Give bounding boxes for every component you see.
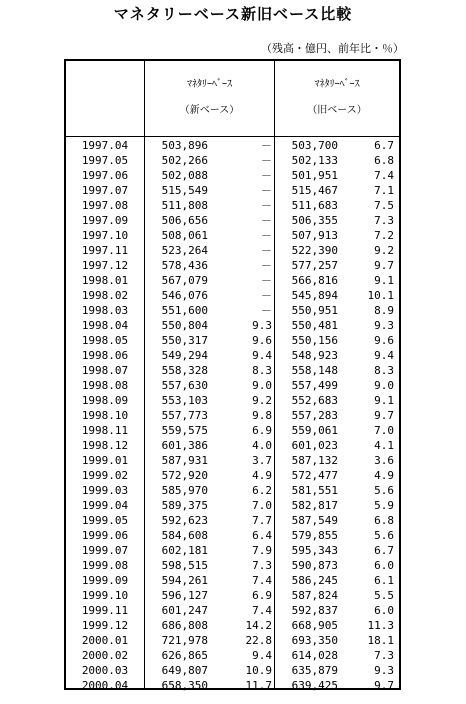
cell-old-yoy: 7.3 bbox=[374, 214, 394, 227]
table-row bbox=[66, 288, 399, 303]
cell-new-yoy: － bbox=[261, 139, 272, 152]
cell-new-yoy: 8.3 bbox=[252, 364, 272, 377]
cell-old-yoy: 6.7 bbox=[374, 544, 394, 557]
table-row bbox=[66, 633, 399, 648]
cell-old-yoy: 9.3 bbox=[374, 664, 394, 677]
cell-old-yoy: 5.9 bbox=[374, 499, 394, 512]
cell-new-balance: 594,261 bbox=[161, 574, 208, 587]
cell-new-balance: 502,266 bbox=[161, 154, 208, 167]
table-row bbox=[66, 663, 399, 678]
cell-old-yoy: 9.7 bbox=[374, 679, 394, 692]
cell-old-balance: 552,683 bbox=[291, 394, 338, 407]
cell-old-balance: 693,350 bbox=[291, 634, 338, 647]
cell-date: 1997.07 bbox=[81, 184, 129, 197]
table-row bbox=[66, 498, 399, 513]
cell-old-balance: 507,913 bbox=[291, 229, 338, 242]
cell-new-balance: 596,127 bbox=[161, 589, 208, 602]
cell-date: 1997.08 bbox=[81, 199, 129, 212]
cell-old-yoy: 9.7 bbox=[374, 259, 394, 272]
table-row bbox=[66, 303, 399, 318]
cell-date: 2000.03 bbox=[81, 664, 129, 677]
cell-old-yoy: 6.1 bbox=[374, 574, 394, 587]
cell-old-yoy: 11.3 bbox=[367, 619, 394, 632]
table-row bbox=[66, 618, 399, 633]
cell-new-yoy: 9.8 bbox=[252, 409, 272, 422]
cell-date: 1999.03 bbox=[81, 484, 129, 497]
cell-new-balance: 503,896 bbox=[161, 139, 208, 152]
cell-new-yoy: － bbox=[261, 184, 272, 197]
table-row bbox=[66, 258, 399, 273]
cell-date: 1997.06 bbox=[81, 169, 129, 182]
cell-new-balance: 601,386 bbox=[161, 439, 208, 452]
cell-new-yoy: － bbox=[261, 214, 272, 227]
cell-old-yoy: 7.2 bbox=[374, 229, 394, 242]
cell-old-balance: 557,499 bbox=[291, 379, 338, 392]
cell-old-balance: 522,390 bbox=[291, 244, 338, 257]
cell-new-yoy: 4.0 bbox=[252, 439, 272, 452]
table-row bbox=[66, 138, 399, 153]
table-row bbox=[66, 648, 399, 663]
cell-date: 1998.07 bbox=[81, 364, 129, 377]
cell-old-yoy: 7.5 bbox=[374, 199, 394, 212]
cell-date: 1999.11 bbox=[81, 604, 129, 617]
table-row bbox=[66, 228, 399, 243]
cell-new-balance: 592,623 bbox=[161, 514, 208, 527]
cell-date: 1998.02 bbox=[81, 289, 129, 302]
table-row bbox=[66, 183, 399, 198]
cell-new-balance: 511,808 bbox=[161, 199, 208, 212]
cell-date: 1999.04 bbox=[81, 499, 129, 512]
cell-date: 1999.12 bbox=[81, 619, 129, 632]
cell-old-yoy: 6.8 bbox=[374, 154, 394, 167]
cell-new-yoy: 6.2 bbox=[252, 484, 272, 497]
cell-old-yoy: 7.4 bbox=[374, 169, 394, 182]
cell-date: 1998.01 bbox=[81, 274, 129, 287]
cell-new-balance: 557,630 bbox=[161, 379, 208, 392]
cell-new-yoy: 6.4 bbox=[252, 529, 272, 542]
cell-date: 1998.03 bbox=[81, 304, 129, 317]
table-row bbox=[66, 438, 399, 453]
cell-date: 1998.11 bbox=[81, 424, 129, 437]
cell-new-balance: 515,549 bbox=[161, 184, 208, 197]
cell-date: 1999.02 bbox=[81, 469, 129, 482]
header-divider bbox=[66, 136, 399, 137]
cell-new-balance: 601,247 bbox=[161, 604, 208, 617]
cell-old-balance: 582,817 bbox=[291, 499, 338, 512]
cell-old-yoy: 7.1 bbox=[374, 184, 394, 197]
cell-old-balance: 595,343 bbox=[291, 544, 338, 557]
table-row bbox=[66, 483, 399, 498]
cell-old-yoy: 9.7 bbox=[374, 409, 394, 422]
cell-new-yoy: － bbox=[261, 229, 272, 242]
cell-old-balance: 550,481 bbox=[291, 319, 338, 332]
cell-old-yoy: 5.6 bbox=[374, 484, 394, 497]
table-row bbox=[66, 468, 399, 483]
table-row bbox=[66, 348, 399, 363]
table-row bbox=[66, 423, 399, 438]
cell-date: 1997.05 bbox=[81, 154, 129, 167]
cell-old-yoy: 9.6 bbox=[374, 334, 394, 347]
cell-new-balance: 649,807 bbox=[161, 664, 208, 677]
cell-old-balance: 503,700 bbox=[291, 139, 338, 152]
cell-old-balance: 590,873 bbox=[291, 559, 338, 572]
cell-old-balance: 515,467 bbox=[291, 184, 338, 197]
cell-old-balance: 559,061 bbox=[291, 424, 338, 437]
cell-new-balance: 578,436 bbox=[161, 259, 208, 272]
cell-date: 1998.06 bbox=[81, 349, 129, 362]
cell-old-yoy: 9.3 bbox=[374, 319, 394, 332]
cell-date: 2000.01 bbox=[81, 634, 129, 647]
table-row bbox=[66, 543, 399, 558]
cell-old-balance: 587,132 bbox=[291, 454, 338, 467]
cell-date: 1998.09 bbox=[81, 394, 129, 407]
table-row bbox=[66, 573, 399, 588]
cell-old-balance: 586,245 bbox=[291, 574, 338, 587]
cell-date: 1999.05 bbox=[81, 514, 129, 527]
cell-date: 2000.04 bbox=[81, 679, 129, 692]
cell-old-balance: 501,951 bbox=[291, 169, 338, 182]
cell-new-yoy: 10.9 bbox=[245, 664, 272, 677]
cell-old-balance: 587,549 bbox=[291, 514, 338, 527]
cell-new-balance: 721,978 bbox=[161, 634, 208, 647]
cell-new-balance: 523,264 bbox=[161, 244, 208, 257]
cell-old-balance: 639,425 bbox=[291, 679, 338, 692]
cell-new-balance: 557,773 bbox=[161, 409, 208, 422]
table-row bbox=[66, 528, 399, 543]
header-new-title: ﾏﾈﾀﾘｰﾍﾞｰｽ bbox=[187, 79, 232, 90]
cell-old-yoy: 6.7 bbox=[374, 139, 394, 152]
cell-old-balance: 511,683 bbox=[291, 199, 338, 212]
cell-new-yoy: 7.0 bbox=[252, 499, 272, 512]
cell-new-yoy: 9.6 bbox=[252, 334, 272, 347]
cell-new-yoy: 14.2 bbox=[245, 619, 272, 632]
unit-note: （残高・億円、前年比・％） bbox=[261, 42, 404, 55]
cell-date: 1998.05 bbox=[81, 334, 129, 347]
cell-old-yoy: 9.1 bbox=[374, 274, 394, 287]
cell-new-balance: 598,515 bbox=[161, 559, 208, 572]
cell-old-yoy: 9.0 bbox=[374, 379, 394, 392]
table-row bbox=[66, 243, 399, 258]
cell-new-balance: 585,970 bbox=[161, 484, 208, 497]
cell-new-yoy: 3.7 bbox=[252, 454, 272, 467]
cell-new-balance: 559,575 bbox=[161, 424, 208, 437]
cell-old-yoy: 5.6 bbox=[374, 529, 394, 542]
cell-date: 1999.09 bbox=[81, 574, 129, 587]
cell-date: 2000.02 bbox=[81, 649, 129, 662]
cell-new-balance: 658,350 bbox=[161, 679, 208, 692]
cell-new-yoy: 11.7 bbox=[245, 679, 272, 692]
table-row bbox=[66, 318, 399, 333]
cell-old-balance: 550,951 bbox=[291, 304, 338, 317]
cell-new-balance: 550,804 bbox=[161, 319, 208, 332]
cell-new-yoy: － bbox=[261, 169, 272, 182]
cell-new-yoy: 9.3 bbox=[252, 319, 272, 332]
cell-old-balance: 635,879 bbox=[291, 664, 338, 677]
cell-old-balance: 548,923 bbox=[291, 349, 338, 362]
table-row bbox=[66, 168, 399, 183]
table-row bbox=[66, 408, 399, 423]
cell-date: 1998.04 bbox=[81, 319, 129, 332]
cell-new-yoy: 7.7 bbox=[252, 514, 272, 527]
cell-new-yoy: 7.4 bbox=[252, 574, 272, 587]
cell-new-yoy: 9.0 bbox=[252, 379, 272, 392]
cell-old-yoy: 6.8 bbox=[374, 514, 394, 527]
table-row bbox=[66, 513, 399, 528]
cell-old-balance: 557,283 bbox=[291, 409, 338, 422]
cell-new-balance: 549,294 bbox=[161, 349, 208, 362]
table-row bbox=[66, 198, 399, 213]
table-row bbox=[66, 273, 399, 288]
cell-date: 1997.04 bbox=[81, 139, 129, 152]
cell-new-balance: 558,328 bbox=[161, 364, 208, 377]
cell-new-balance: 587,931 bbox=[161, 454, 208, 467]
cell-new-yoy: 22.8 bbox=[245, 634, 272, 647]
table-row bbox=[66, 378, 399, 393]
cell-old-yoy: 9.4 bbox=[374, 349, 394, 362]
cell-new-yoy: 9.2 bbox=[252, 394, 272, 407]
cell-new-balance: 572,920 bbox=[161, 469, 208, 482]
cell-date: 1997.12 bbox=[81, 259, 129, 272]
table-row bbox=[66, 588, 399, 603]
cell-old-yoy: 9.1 bbox=[374, 394, 394, 407]
cell-old-yoy: 7.3 bbox=[374, 649, 394, 662]
cell-old-yoy: 6.0 bbox=[374, 604, 394, 617]
cell-old-balance: 566,816 bbox=[291, 274, 338, 287]
cell-new-yoy: 9.4 bbox=[252, 649, 272, 662]
cell-old-balance: 502,133 bbox=[291, 154, 338, 167]
cell-old-yoy: 8.9 bbox=[374, 304, 394, 317]
cell-new-yoy: － bbox=[261, 154, 272, 167]
cell-date: 1997.10 bbox=[81, 229, 129, 242]
cell-old-balance: 601,023 bbox=[291, 439, 338, 452]
cell-date: 1999.08 bbox=[81, 559, 129, 572]
cell-new-balance: 584,608 bbox=[161, 529, 208, 542]
cell-new-yoy: － bbox=[261, 244, 272, 257]
cell-old-yoy: 9.2 bbox=[374, 244, 394, 257]
cell-old-balance: 614,028 bbox=[291, 649, 338, 662]
cell-new-yoy: 4.9 bbox=[252, 469, 272, 482]
cell-old-balance: 577,257 bbox=[291, 259, 338, 272]
cell-new-balance: 506,656 bbox=[161, 214, 208, 227]
cell-new-balance: 502,088 bbox=[161, 169, 208, 182]
cell-new-yoy: 6.9 bbox=[252, 424, 272, 437]
cell-new-balance: 553,103 bbox=[161, 394, 208, 407]
cell-old-yoy: 10.1 bbox=[367, 289, 394, 302]
cell-old-yoy: 8.3 bbox=[374, 364, 394, 377]
cell-date: 1998.08 bbox=[81, 379, 129, 392]
table-row bbox=[66, 603, 399, 618]
cell-new-yoy: － bbox=[261, 199, 272, 212]
cell-new-yoy: 9.4 bbox=[252, 349, 272, 362]
cell-old-yoy: 4.9 bbox=[374, 469, 394, 482]
cell-new-yoy: 7.9 bbox=[252, 544, 272, 557]
table-row bbox=[66, 558, 399, 573]
cell-new-balance: 551,600 bbox=[161, 304, 208, 317]
cell-date: 1998.10 bbox=[81, 409, 129, 422]
cell-new-balance: 686,808 bbox=[161, 619, 208, 632]
cell-new-balance: 602,181 bbox=[161, 544, 208, 557]
cell-old-yoy: 5.5 bbox=[374, 589, 394, 602]
cell-new-balance: 508,061 bbox=[161, 229, 208, 242]
cell-date: 1997.11 bbox=[81, 244, 129, 257]
cell-old-balance: 558,148 bbox=[291, 364, 338, 377]
cell-old-yoy: 18.1 bbox=[367, 634, 394, 647]
cell-old-balance: 572,477 bbox=[291, 469, 338, 482]
cell-old-yoy: 3.6 bbox=[374, 454, 394, 467]
table-row bbox=[66, 363, 399, 378]
cell-new-yoy: － bbox=[261, 289, 272, 302]
table-row bbox=[66, 678, 399, 693]
cell-date: 1999.01 bbox=[81, 454, 129, 467]
cell-new-balance: 567,079 bbox=[161, 274, 208, 287]
cell-old-balance: 506,355 bbox=[291, 214, 338, 227]
cell-old-balance: 581,551 bbox=[291, 484, 338, 497]
cell-old-balance: 579,855 bbox=[291, 529, 338, 542]
cell-new-yoy: 6.9 bbox=[252, 589, 272, 602]
cell-old-balance: 587,824 bbox=[291, 589, 338, 602]
cell-date: 1999.07 bbox=[81, 544, 129, 557]
cell-new-yoy: 7.4 bbox=[252, 604, 272, 617]
cell-old-balance: 545,894 bbox=[291, 289, 338, 302]
cell-old-yoy: 4.1 bbox=[374, 439, 394, 452]
cell-old-yoy: 7.0 bbox=[374, 424, 394, 437]
cell-date: 1998.12 bbox=[81, 439, 129, 452]
table-row bbox=[66, 393, 399, 408]
cell-date: 1999.10 bbox=[81, 589, 129, 602]
cell-new-balance: 546,076 bbox=[161, 289, 208, 302]
cell-new-yoy: － bbox=[261, 274, 272, 287]
cell-new-balance: 550,317 bbox=[161, 334, 208, 347]
cell-old-balance: 668,905 bbox=[291, 619, 338, 632]
cell-old-yoy: 6.0 bbox=[374, 559, 394, 572]
cell-new-yoy: 7.3 bbox=[252, 559, 272, 572]
table-row bbox=[66, 333, 399, 348]
header-old-subtitle: （旧ベース） bbox=[307, 105, 367, 116]
cell-new-yoy: － bbox=[261, 304, 272, 317]
table-row bbox=[66, 153, 399, 168]
header-old-title: ﾏﾈﾀﾘｰﾍﾞｰｽ bbox=[314, 79, 360, 90]
header-new-subtitle: （新ベース） bbox=[179, 105, 240, 116]
page-title: マネタリーベース新旧ベース比較 bbox=[113, 5, 353, 23]
cell-date: 1997.09 bbox=[81, 214, 129, 227]
cell-new-yoy: － bbox=[261, 259, 272, 272]
cell-date: 1999.06 bbox=[81, 529, 129, 542]
cell-old-balance: 592,837 bbox=[291, 604, 338, 617]
cell-new-balance: 626,865 bbox=[161, 649, 208, 662]
cell-old-balance: 550,156 bbox=[291, 334, 338, 347]
table-row bbox=[66, 453, 399, 468]
cell-new-balance: 589,375 bbox=[161, 499, 208, 512]
table-row bbox=[66, 213, 399, 228]
comparison-table bbox=[64, 59, 401, 690]
